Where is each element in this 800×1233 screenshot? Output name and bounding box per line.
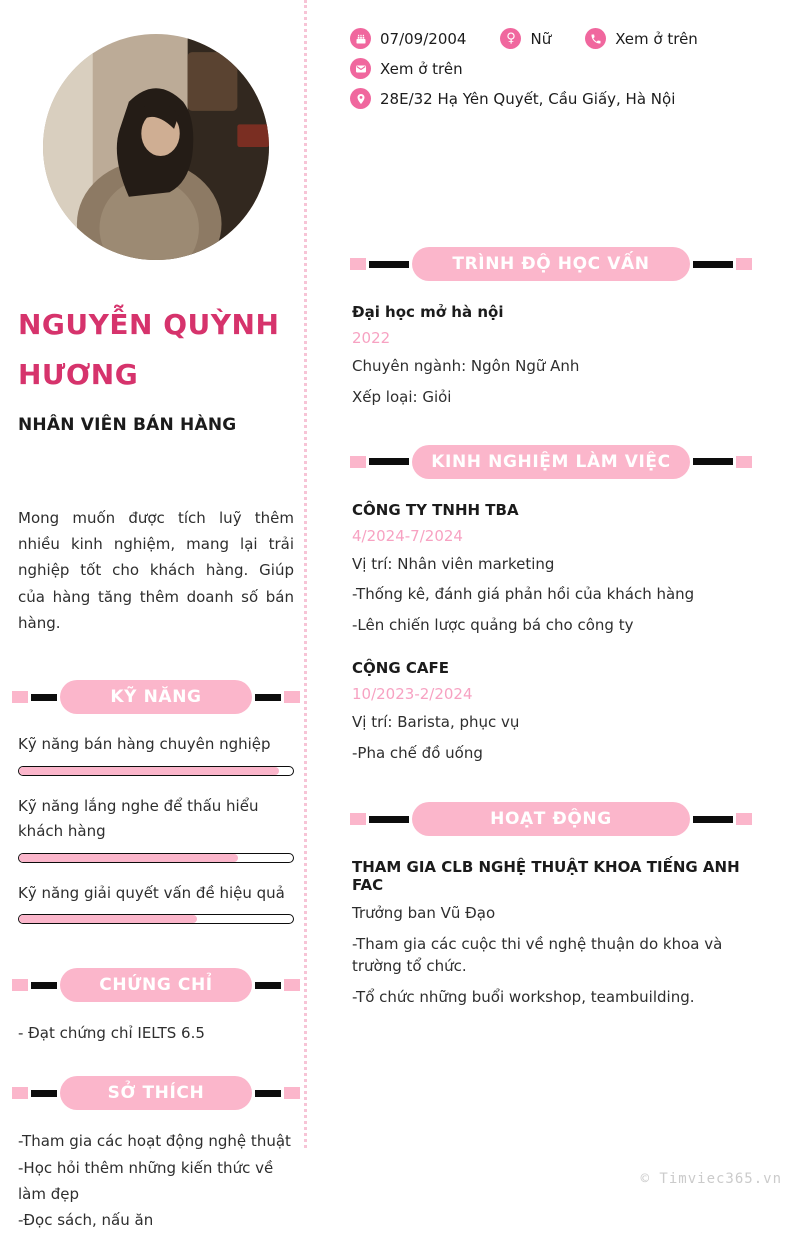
email-icon bbox=[350, 58, 371, 79]
column-divider bbox=[304, 0, 307, 1148]
header-square-left bbox=[350, 813, 366, 825]
header-bar-left bbox=[369, 261, 409, 268]
activity-line: -Tổ chức những buổi workshop, teambuilding. bbox=[352, 987, 695, 1006]
birthday-icon bbox=[350, 28, 371, 49]
contact-dob-value: 07/09/2004 bbox=[380, 29, 467, 48]
contact-row bbox=[350, 58, 752, 79]
right-column bbox=[350, 0, 752, 1008]
career-objective: Mong muốn được tích luỹ thêm nhiều kinh nghiệm, mang lại trải nghiệp tốt cho khách hàng. Giúp của hàng tăng thêm doanh số bán hàng. bbox=[18, 508, 294, 632]
education-major: Chuyên ngành: Ngôn Ngữ Anh bbox=[352, 357, 580, 375]
header-square-right bbox=[736, 456, 752, 468]
contact-address bbox=[350, 88, 675, 109]
header-bar-right bbox=[255, 1090, 281, 1097]
skill-progress-fill bbox=[19, 915, 197, 923]
skill-progressbar bbox=[18, 766, 294, 776]
certificates-heading: CHỨNG CHỈ bbox=[60, 968, 252, 1002]
certificate-item: - Đạt chứng chỉ IELTS 6.5 bbox=[18, 1024, 205, 1043]
header-square-left bbox=[12, 691, 28, 703]
contact-email-value: Xem ở trên bbox=[380, 59, 463, 78]
job-company: CỘNG CAFE bbox=[352, 658, 449, 677]
contact-row bbox=[350, 88, 752, 109]
section-header-education bbox=[350, 247, 752, 281]
profile-photo bbox=[43, 34, 269, 260]
contact-phone bbox=[585, 28, 698, 49]
header-square-right bbox=[736, 258, 752, 270]
contact-email bbox=[350, 58, 463, 79]
header-bar-left bbox=[31, 982, 57, 989]
header-square-left bbox=[12, 1087, 28, 1099]
activities-block bbox=[350, 858, 752, 1008]
contact-phone-value: Xem ở trên bbox=[615, 29, 698, 48]
header-bar-left bbox=[369, 458, 409, 465]
activity-org: THAM GIA CLB NGHỆ THUẬT KHOA TIẾNG ANH FAC bbox=[352, 858, 740, 895]
job-line: Vị trí: Nhân viên marketing bbox=[352, 554, 555, 573]
section-header-experience bbox=[350, 445, 752, 479]
header-square-right bbox=[284, 691, 300, 703]
header-bar-left bbox=[31, 694, 57, 701]
activity-line: Trưởng ban Vũ Đạo bbox=[352, 904, 496, 923]
hobby-item: -Tham gia các hoạt động nghệ thuật bbox=[18, 1132, 291, 1151]
education-heading: TRÌNH ĐỘ HỌC VẤN bbox=[412, 247, 690, 281]
header-square-left bbox=[350, 258, 366, 270]
header-square-left bbox=[350, 456, 366, 468]
header-bar-right bbox=[693, 458, 733, 465]
skill-progressbar bbox=[18, 853, 294, 863]
job-company: CÔNG TY TNHH TBA bbox=[352, 500, 519, 519]
education-school: Đại học mở hà nội bbox=[352, 303, 504, 321]
skill-progress-fill bbox=[19, 854, 238, 862]
contact-block bbox=[350, 28, 752, 109]
header-bar-right bbox=[255, 694, 281, 701]
skills-heading: KỸ NĂNG bbox=[60, 680, 252, 714]
header-square-right bbox=[284, 979, 300, 991]
job-line: Vị trí: Barista, phục vụ bbox=[352, 712, 520, 731]
contact-address-value: 28E/32 Hạ Yên Quyết, Cầu Giấy, Hà Nội bbox=[380, 89, 676, 108]
job-period: 10/2023-2/2024 bbox=[352, 684, 473, 703]
skill-progressbar bbox=[18, 914, 294, 924]
candidate-name: NGUYỄN QUỲNH HƯƠNG bbox=[18, 308, 280, 392]
contact-gender bbox=[500, 28, 551, 49]
experience-heading: KINH NGHIỆM LÀM VIỆC bbox=[412, 445, 690, 479]
job-line: -Lên chiến lược quảng bá cho công ty bbox=[352, 616, 634, 634]
job-period: 4/2024-7/2024 bbox=[352, 526, 463, 545]
section-header-hobbies bbox=[12, 1076, 300, 1110]
job-line: -Pha chế đồ uống bbox=[352, 743, 483, 762]
contact-gender-value: Nữ bbox=[530, 29, 552, 48]
activities-heading: HOẠT ĐỘNG bbox=[412, 802, 690, 836]
header-bar-right bbox=[693, 261, 733, 268]
education-grade: Xếp loại: Giỏi bbox=[352, 387, 452, 406]
hobby-item: -Học hỏi thêm những kiến thức về làm đẹp bbox=[18, 1158, 274, 1203]
phone-icon bbox=[585, 28, 606, 49]
job-line: -Thống kê, đánh giá phản hồi của khách hàng bbox=[352, 585, 695, 604]
activity-line: -Tham gia các cuộc thi về nghệ thuận do khoa và trường tổ chức. bbox=[352, 935, 723, 975]
section-header-skills bbox=[12, 680, 300, 714]
header-square-left bbox=[12, 979, 28, 991]
skill-item bbox=[12, 732, 300, 776]
certificates-list bbox=[12, 1020, 300, 1046]
skill-item bbox=[12, 881, 300, 925]
gender-icon: ♀ bbox=[500, 28, 521, 49]
header-bar-right bbox=[693, 816, 733, 823]
header-square-right bbox=[284, 1087, 300, 1099]
experience-job bbox=[350, 659, 752, 765]
header-square-right bbox=[736, 813, 752, 825]
skill-label: Kỹ năng bán hàng chuyên nghiệp bbox=[18, 735, 271, 754]
hobby-item: -Đọc sách, nấu ăn bbox=[18, 1211, 154, 1230]
contact-dob bbox=[350, 28, 466, 49]
section-header-activities bbox=[350, 802, 752, 836]
skill-label: Kỹ năng lắng nghe để thấu hiểu khách hàng bbox=[18, 796, 259, 841]
hobbies-heading: SỞ THÍCH bbox=[60, 1076, 252, 1110]
watermark: © Timviec365.vn bbox=[640, 1171, 782, 1187]
contact-row bbox=[350, 28, 752, 49]
education-year: 2022 bbox=[352, 329, 391, 347]
location-icon bbox=[350, 88, 371, 109]
skill-progress-fill bbox=[19, 767, 279, 775]
skill-label: Kỹ năng giải quyết vấn đề hiệu quả bbox=[18, 883, 285, 902]
left-column bbox=[12, 0, 300, 1233]
education-block bbox=[350, 303, 752, 409]
skill-item bbox=[12, 794, 300, 863]
header-bar-right bbox=[255, 982, 281, 989]
header-bar-left bbox=[369, 816, 409, 823]
header-bar-left bbox=[31, 1090, 57, 1097]
hobbies-list bbox=[12, 1128, 300, 1233]
section-header-certificates bbox=[12, 968, 300, 1002]
experience-job bbox=[350, 501, 752, 637]
candidate-title: NHÂN VIÊN BÁN HÀNG bbox=[18, 414, 237, 435]
